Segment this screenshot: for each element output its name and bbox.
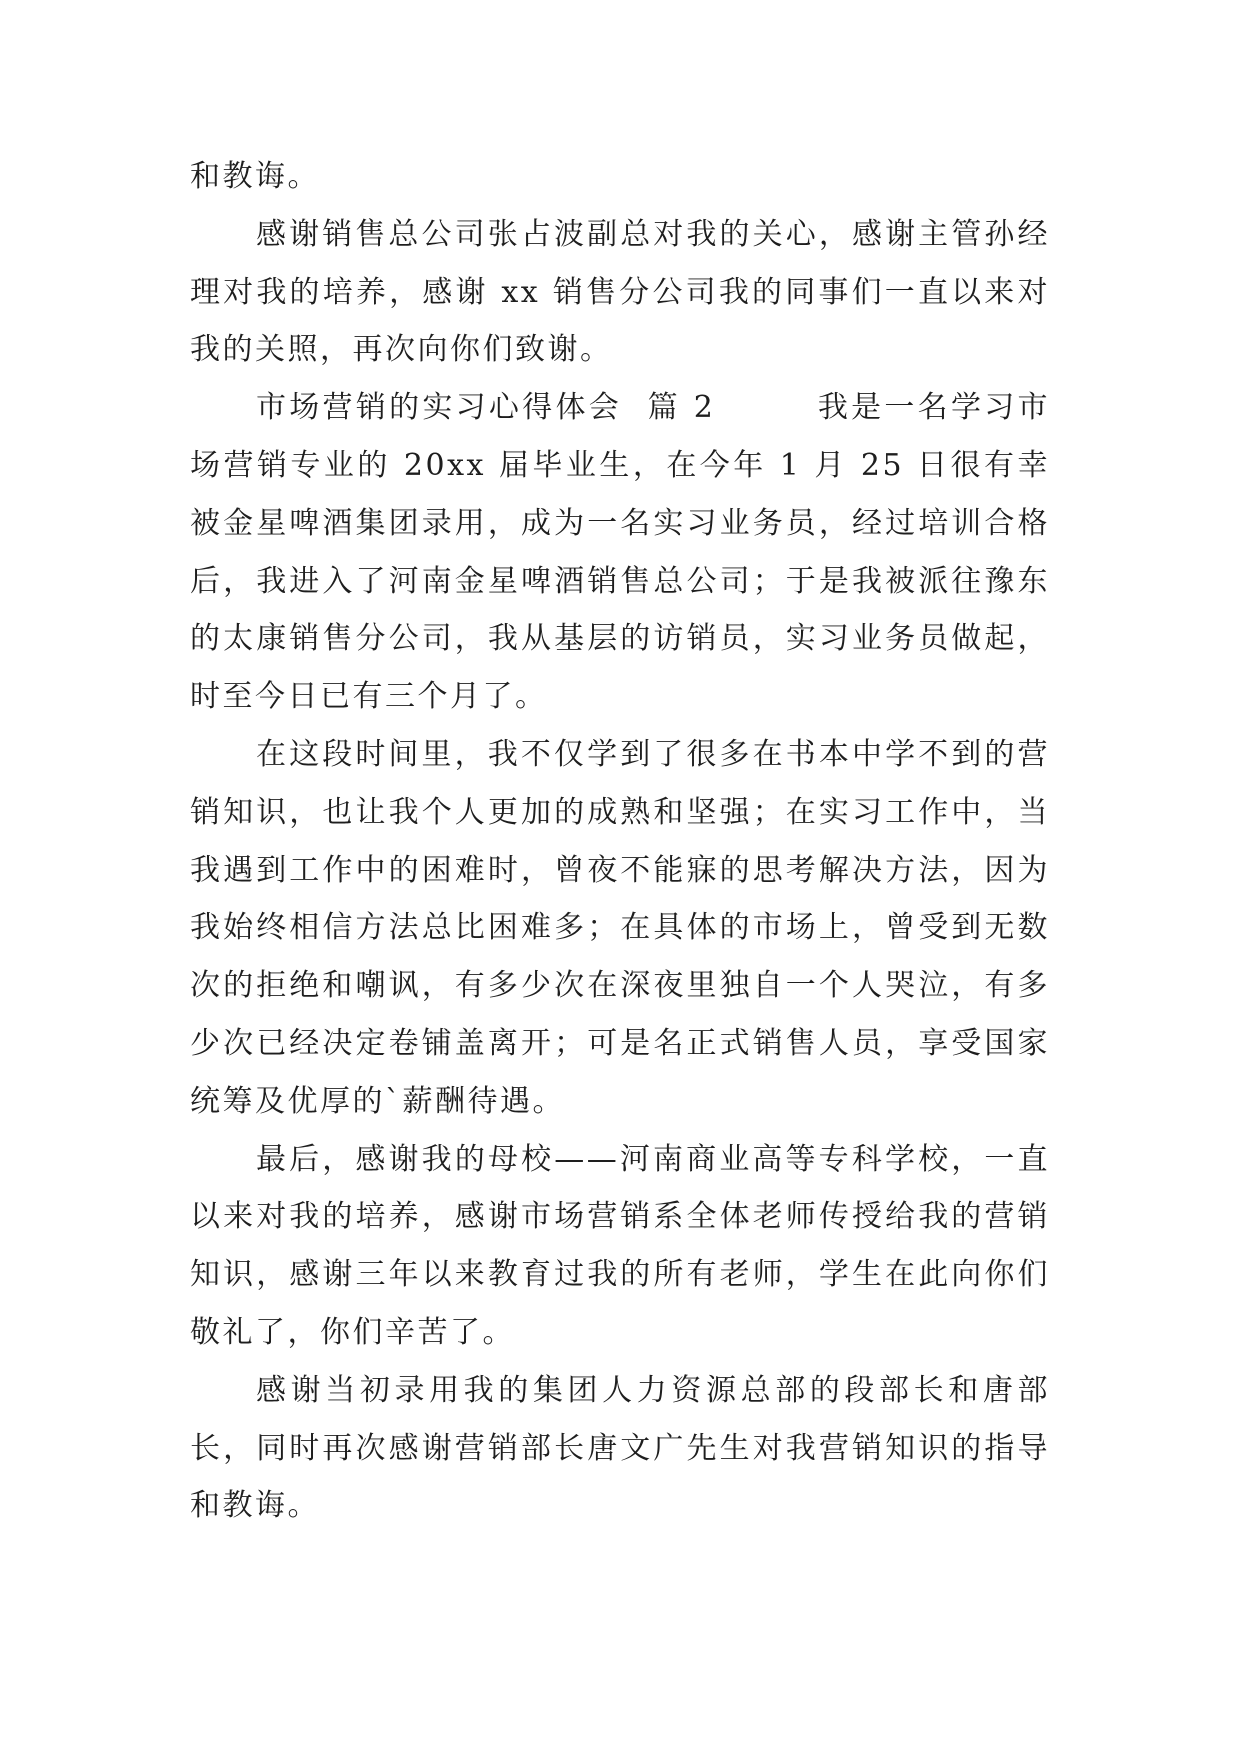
paragraph-6: 感谢当初录用我的集团人力资源总部的段部长和唐部长，同时再次感谢营销部长唐文广先生对我营销知识的指导和教诲。 (190, 1372, 1050, 1524)
paragraph-3: 市场营销的实习心得体会 篇 2 我是一名学习市场营销专业的 20xx 届毕业生，在今年 1 月 25 日很有幸被金星啤酒集团录用，成为一名实习业务员，经过培训合格后，我进入了河南金星啤酒销售总公司；于是我被派往豫东的太康销售分公司，我从基层的访销员，实习业务员做起，时至今日已有三个月了。 (190, 390, 1050, 715)
paragraph-2: 感谢销售总公司张占波副总对我的关心，感谢主管孙经理对我的培养，感谢 xx 销售分公司我的同事们一直以来对我的关照，再次向你们致谢。 (190, 216, 1050, 368)
paragraph-1: 和教诲。 (190, 159, 320, 194)
document-body (190, 148, 1050, 1535)
paragraph-5: 最后，感谢我的母校——河南商业高等专科学校，一直以来对我的培养，感谢市场营销系全体老师传授给我的营销知识，感谢三年以来教育过我的所有老师，学生在此向你们敬礼了，你们辛苦了。 (190, 1141, 1050, 1350)
paragraph-4: 在这段时间里，我不仅学到了很多在书本中学不到的营销知识，也让我个人更加的成熟和坚强；在实习工作中，当我遇到工作中的困难时，曾夜不能寐的思考解决方法，因为我始终相信方法总比困难多；在具体的市场上，曾受到无数次的拒绝和嘲讽，有多少次在深夜里独自一个人哭泣，有多少次已经决定卷铺盖离开；可是名正式销售人员，享受国家统筹及优厚的`薪酬待遇。 (190, 736, 1050, 1119)
